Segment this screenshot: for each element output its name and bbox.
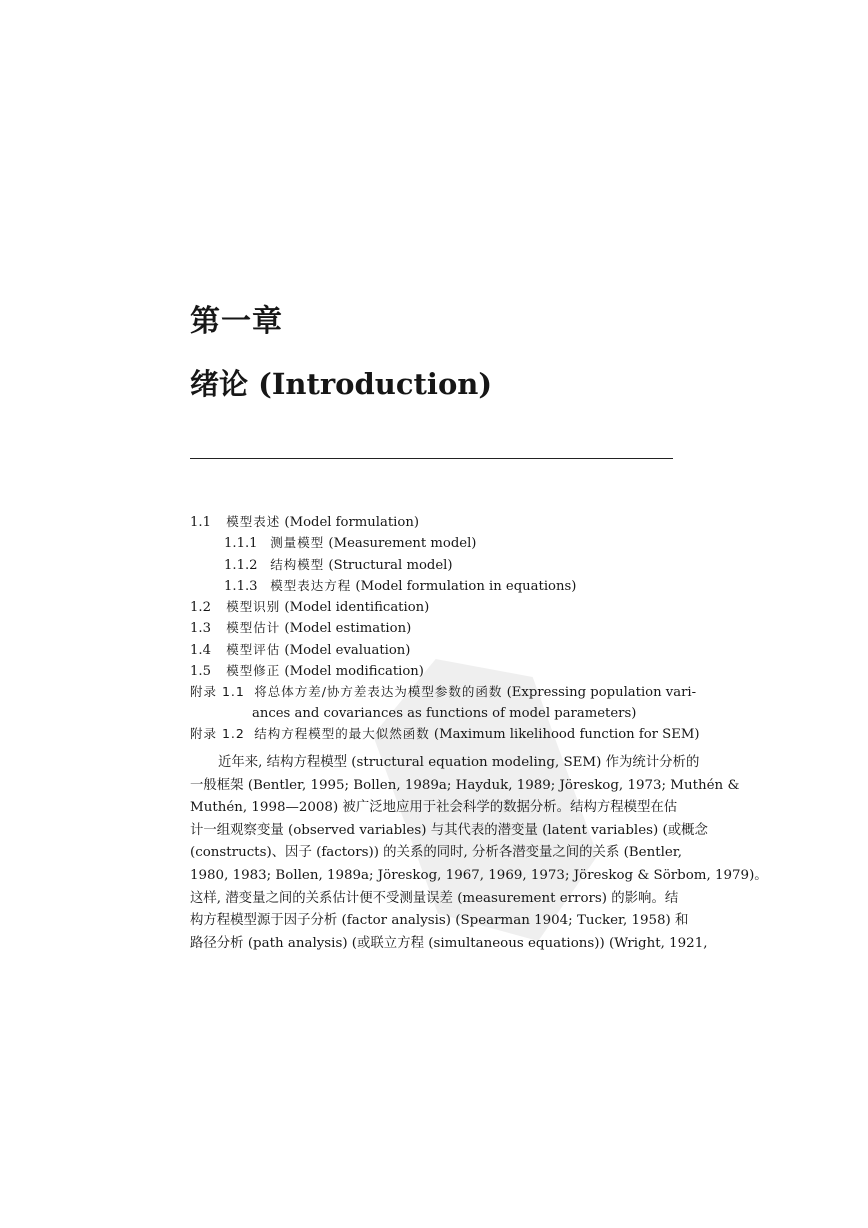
appendix-number: 附录 1.1	[190, 684, 245, 700]
toc-item[interactable]	[190, 512, 676, 533]
toc-item-title-en: (Model formulation)	[284, 515, 419, 530]
paragraph-line: (constructs)、因子 (factors)) 的关系的同时, 分析各潜变量之间的关系 (Bentler,	[190, 845, 682, 861]
title-divider	[190, 458, 673, 459]
paragraph-line: 1980, 1983; Bollen, 1989a; Jöreskog, 1967, 1969, 1973; Jöreskog & Sörbom, 1979)。	[190, 867, 768, 883]
toc-item-number: 1.2	[190, 600, 211, 616]
paragraph-line: 路径分析 (path analysis) (或联立方程 (simultaneous equations)) (Wright, 1921,	[190, 935, 708, 951]
toc-item[interactable]	[190, 618, 676, 639]
toc-item[interactable]	[190, 640, 676, 661]
toc-item-title-en: (Model evaluation)	[284, 642, 411, 658]
toc-item-number: 1.5	[190, 664, 211, 680]
toc-item[interactable]	[190, 576, 676, 597]
appendix-title-en: (Expressing population vari-	[506, 685, 697, 701]
toc-item-title-en: (Measurement model)	[328, 536, 477, 552]
toc-item[interactable]	[190, 555, 676, 576]
chapter-title-zh: 绪论	[190, 367, 249, 401]
toc-item-title-zh: 模型表述	[226, 514, 281, 529]
chapter-number: 第一章	[190, 304, 283, 339]
toc-item-title-zh: 测量模型	[270, 535, 325, 551]
paragraph-line: 计一组观察变量 (observed variables) 与其代表的潜变量 (latent variables) (或概念	[190, 822, 708, 838]
toc-item-number: 1.1.1	[224, 536, 258, 552]
toc-item-title-zh: 模型评估	[226, 641, 281, 657]
toc-item-title-en: (Structural model)	[328, 557, 453, 573]
appendix-title-zh: 结构方程模型的最大似然函数	[254, 725, 430, 741]
appendix-title-en: (Maximum likelihood function for SEM)	[433, 726, 700, 742]
section-contents-list	[190, 512, 700, 745]
toc-item-title-zh: 结构模型	[270, 556, 325, 572]
toc-item-title-zh: 模型识别	[226, 599, 281, 615]
toc-item-number: 1.1.3	[224, 578, 258, 594]
toc-item-title-zh: 模型估计	[226, 620, 281, 636]
toc-item-title-en: (Model estimation)	[284, 621, 412, 637]
toc-item-number: 1.1	[190, 515, 211, 530]
toc-item-title-zh: 模型修正	[226, 663, 281, 679]
toc-item-number: 1.3	[190, 621, 211, 637]
toc-item-title-en: (Model modification)	[284, 664, 424, 680]
paragraph-line: 一般框架 (Bentler, 1995; Bollen, 1989a; Hayduk, 1989; Jöreskog, 1973; Muthén &	[190, 777, 740, 793]
toc-item[interactable]	[190, 533, 676, 554]
toc-item-title-zh: 模型表达方程	[270, 577, 352, 593]
appendix-number: 附录 1.2	[190, 725, 245, 741]
intro-paragraph	[190, 752, 768, 955]
toc-item-number: 1.4	[190, 642, 211, 658]
toc-item[interactable]	[190, 597, 676, 618]
paragraph-line: 构方程模型源于因子分析 (factor analysis) (Spearman 1904; Tucker, 1958) 和	[190, 913, 689, 929]
toc-item-number: 1.1.2	[224, 557, 258, 573]
appendix-item[interactable]	[190, 682, 697, 703]
paragraph-line: 近年来, 结构方程模型 (structural equation modeling, SEM) 作为统计分析的	[218, 755, 700, 770]
chapter-title-en: (Introduction)	[258, 367, 493, 401]
toc-item[interactable]	[190, 661, 676, 682]
paragraph-line: 这样, 潜变量之间的关系估计便不受测量误差 (measurement errors) 的影响。结	[190, 890, 679, 906]
appendix-title-continuation: ances and covariances as functions of model parameters)	[252, 705, 637, 721]
toc-item-title-en: (Model formulation in equations)	[355, 578, 577, 594]
chapter-title	[190, 362, 492, 403]
appendix-title-zh: 将总体方差/协方差表达为模型参数的函数	[254, 684, 503, 700]
appendix-item[interactable]	[190, 724, 700, 745]
toc-item-title-en: (Model identification)	[284, 600, 430, 616]
paragraph-line: Muthén, 1998—2008) 被广泛地应用于社会科学的数据分析。结构方程模型在估	[190, 800, 678, 816]
